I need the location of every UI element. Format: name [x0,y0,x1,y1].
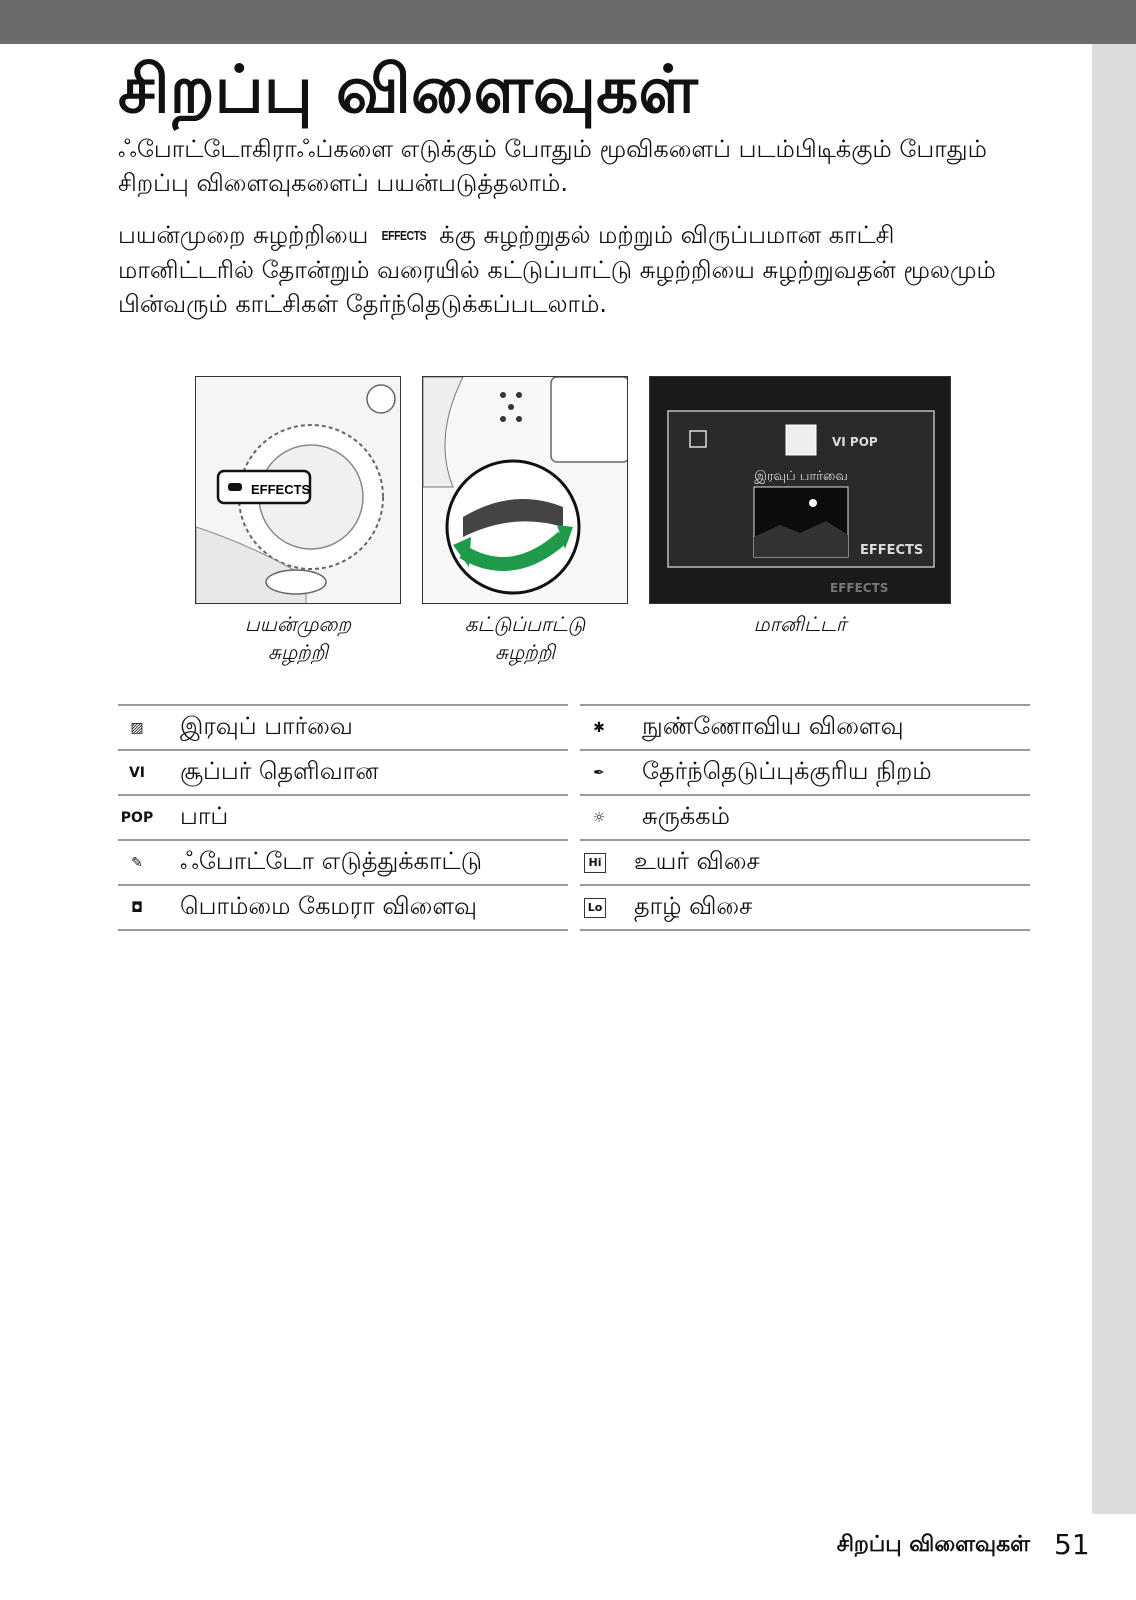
table-row [118,884,568,931]
instruction-text-end: க்கு சுழற்றுதல் மற்றும் விருப்பமான காட்சி மானிட்டரில் தோன்றும் வரையில் கட்டுப்பாட்டு சுழற்றியை சுழற்றுவதன் மூலமும் பின்வரும் காட்சிகள் தேர்ந்தெடுக்கப்படலாம். [118,221,996,318]
monitor-effect-icons [670,435,930,455]
effect-label: பொம்மை கேமரா விளைவு [180,892,477,920]
monitor-effects-label: EFFECTS [860,543,924,558]
effect-label: தேர்ந்தெடுப்புக்குரிய நிறம் [642,757,932,785]
high-key-icon: Hi [584,853,606,873]
miniature-icon: ✱ [593,719,605,736]
pop-icon: POP [120,809,154,826]
monitor-scene-label: இரவுப் பார்வை [754,469,848,484]
page-title: சிறப்பு விளைவுகள் [118,51,698,128]
table-row [118,704,568,749]
effect-label: இரவுப் பார்வை [180,712,353,740]
effect-label: சூப்பர் தெளிவான [180,757,379,785]
table-row [580,794,1030,839]
caption-control-dial [422,610,628,666]
night-vision-icon: ▨ [130,719,144,736]
intro-paragraph: ஃபோட்டோகிராஃப்களை எடுக்கும் போதும் மூவிகளைப் படம்பிடிக்கும் போதும் சிறப்பு விளைவுகளைப் பயன்படுத்தலாம். [118,135,987,197]
table-row [118,794,568,839]
table-row [118,749,568,794]
photo-illustration-icon: ✎ [131,854,143,871]
mode-dial-illustration [195,376,401,604]
low-key-icon: Lo [584,898,606,918]
instruction-text-start: பயன்முறை சுழற்றியை [118,221,369,249]
caption-monitor-line1: மானிட்டர் [753,612,847,636]
effect-label: உயர் விசை [634,847,760,875]
table-row [580,884,1030,931]
caption-control-dial-line2: சுழற்றி [495,640,555,664]
caption-monitor [649,610,951,638]
effect-label: ஃபோட்டோ எடுத்துக்காட்டு [180,847,483,875]
control-dial-illustration [422,376,628,604]
top-bar [0,0,1136,44]
caption-mode-dial-line1: பயன்முறை [244,612,352,636]
table-row [580,749,1030,794]
monitor-effects-label-bottom: EFFECTS [830,581,889,595]
table-row [580,704,1030,749]
caption-mode-dial [195,610,401,666]
toy-camera-icon: ◘ [131,899,143,916]
dial-effects-label: EFFECTS [251,482,311,497]
monitor-icon-row-text: VI POP [832,435,878,449]
table-row [118,839,568,884]
table-row [580,839,1030,884]
selective-color-icon: ✒ [593,764,605,781]
side-tab [1092,44,1136,1514]
monitor-illustration [649,376,951,604]
footer-section-title: சிறப்பு விளைவுகள் [836,1532,1030,1557]
silhouette-icon: ☼ [592,809,606,826]
effect-label: பாப் [180,802,229,830]
caption-mode-dial-line2: சுழற்றி [268,640,328,664]
page-number: 51 [1054,1528,1090,1561]
effects-table-left [118,704,568,931]
effects-mode-icon: EFFECTS [381,228,427,243]
effects-table-right [580,704,1030,931]
effect-label: நுண்ணோவிய விளைவு [642,712,904,740]
effect-label: தாழ் விசை [634,892,753,920]
effect-label: சுருக்கம் [642,802,730,830]
instruction-paragraph [118,218,1038,321]
caption-control-dial-line1: கட்டுப்பாட்டு [464,612,586,636]
super-vivid-icon: VI [128,764,146,781]
